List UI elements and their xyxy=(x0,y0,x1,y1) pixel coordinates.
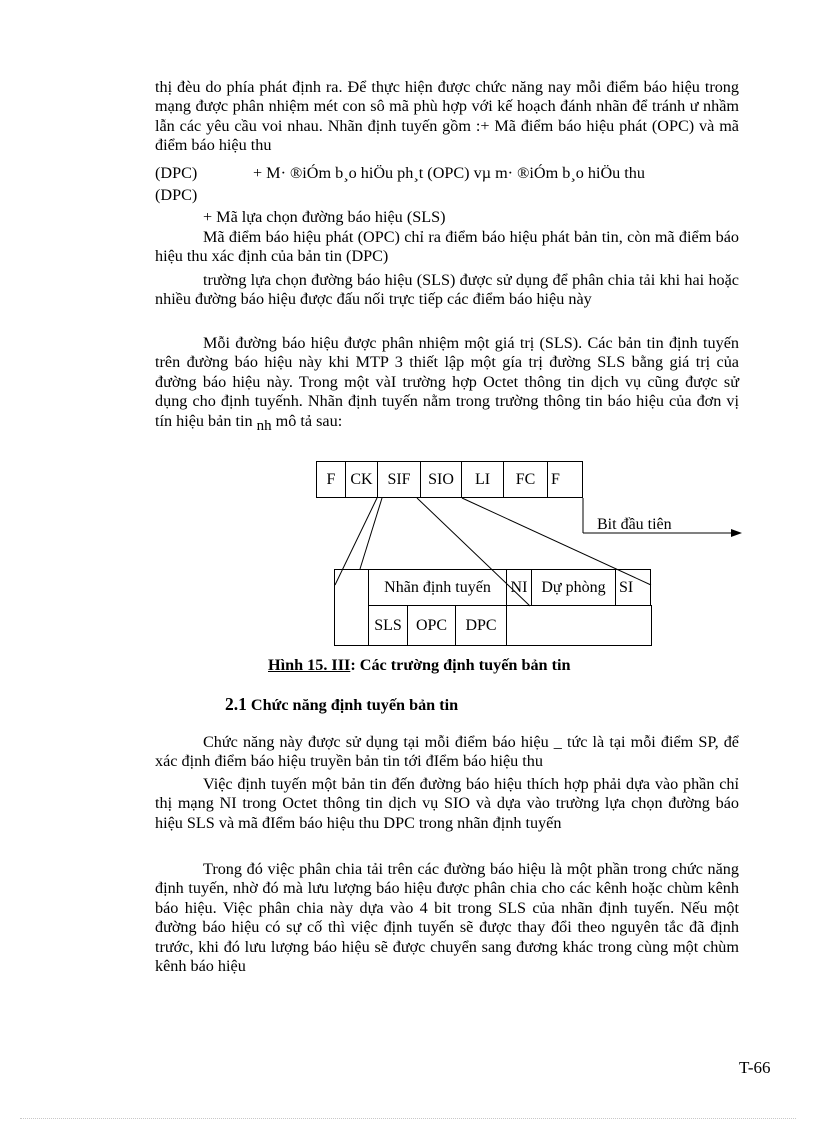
sif-right-connector xyxy=(360,498,382,569)
paragraph-load-sharing: Trong đó việc phân chia tải trên các đường báo hiệu là một phần trong chức năng định tuyến, nhờ đó mà lưu lượng báo hiệu được phân chia cho các kênh hoặc chùm kênh báo hiệu. Việc phân chia này dựa vào 4 bit trong SLS của nhãn định tuyến. Nếu một đường báo hiệu có sự cố thì việc định tuyến sẽ được thay đổi theo nguyên tắc đã định trước, khi đó lưu lượng báo hiệu sẽ được chuyển sang đương khác trong cùng một chùm kênh báo hiệu xyxy=(155,860,739,976)
frame-field-sio: SIO xyxy=(420,461,462,498)
frame-field-sif: SIF xyxy=(377,461,421,498)
paragraph-routing-function: Chức năng này được sử dụng tại mỗi điểm báo hiệu _ tức là tại mỗi điểm SP, để xác định điểm báo hiệu truyền bản tin tới đIểm báo hiệu thu xyxy=(155,733,739,771)
sls-item: + Mã lựa chọn đường báo hiệu (SLS) xyxy=(203,208,446,226)
si-field: SI xyxy=(615,569,651,606)
paragraph-routing-basis: Việc định tuyến một bản tin đến đường báo hiệu thích hợp phải dựa vào phần chỉ thị mạng NI trong Octet thông tin dịch vụ SIO và dựa vào trường lựa chọn đường báo hiệu SLS và mã đIểm báo hiệu thu DPC trong nhãn định tuyến xyxy=(155,775,739,832)
sif-left-connector xyxy=(335,498,377,585)
bit-arrow-head xyxy=(731,529,742,537)
bit-first-label: Bit đầu tiên xyxy=(597,516,672,533)
garbled-legacy-text: + M· ®iÓm b¸o hiÖu ph¸t (OPC) vµ m· ®iÓm b¸o hiÖu thu xyxy=(253,164,645,182)
sio-left-connector xyxy=(417,498,530,606)
frame-field-fc: FC xyxy=(503,461,548,498)
dpc-label-second: (DPC) xyxy=(155,186,198,204)
figure-caption: Hình 15. III: Các trường định tuyến bản tin xyxy=(268,656,571,674)
label-field-dpc: DPC xyxy=(455,605,507,646)
frame-field-li: LI xyxy=(461,461,504,498)
section-title: Chức năng định tuyến bản tin xyxy=(250,696,459,714)
label-field-sls: SLS xyxy=(368,605,408,646)
page-number: T-66 xyxy=(739,1058,771,1077)
page-footer-divider xyxy=(20,1118,796,1119)
ni-field: NI xyxy=(506,569,532,606)
dpc-label: (DPC) xyxy=(155,164,198,182)
reserve-field: Dự phòng xyxy=(531,569,616,606)
paragraph-routing-label-intro: thị đèu do phía phát định ra. Để thực hiện được chức năng nay mỗi điểm báo hiệu trong mạng được phân nhiệm mét con sô mã phù hợp với kế hoạch đánh nhãn để tránh ư nhầm lẫn các yêu cầu voi nhau. Nhãn định tuyến gồm :+ Mã điểm báo hiệu phát (OPC) và mã điểm báo hiệu thu xyxy=(155,78,739,155)
frame-field-f-end: F xyxy=(547,461,583,498)
paragraph-opc-dpc: Mã điểm báo hiệu phát (OPC) chỉ ra điểm báo hiệu phát bản tin, còn mã điểm báo hiệu thu xác định của bản tin (DPC) xyxy=(155,228,739,266)
paragraph-sls-value: Mỗi đường báo hiệu được phân nhiệm một giá trị (SLS). Các bản tin định tuyến trên đường báo hiệu này khi MTP 3 thiết lập một gía trị đường SLS bằng giá trị của đường báo hiệu này. Trong một vàI trường hợp Octet thông tin dịch vụ cũng được sử dụng cho định tuyếnh. Nhãn định tuyến nằm trong trường thông tin báo hiệu của đơn vị tín hiệu bản tin nh mô tả sau: xyxy=(155,334,739,434)
label-field-opc: OPC xyxy=(407,605,456,646)
subscript-nh: nh xyxy=(256,417,272,434)
sio-right-connector xyxy=(462,498,651,585)
routing-label-header: Nhãn định tuyến xyxy=(368,569,507,606)
frame-field-ck: CK xyxy=(345,461,378,498)
section-number: 2.1 xyxy=(225,694,247,714)
figure-label: Hình 15. III xyxy=(268,656,351,674)
section-heading xyxy=(225,695,458,715)
paragraph-sls-load-sharing: trường lựa chọn đường báo hiệu (SLS) được sử dụng để phân chia tải khi hai hoặc nhiều đường báo hiệu được đấu nối trực tiếp các điểm báo hiệu này xyxy=(155,271,739,309)
frame-field-f-start: F xyxy=(316,461,346,498)
